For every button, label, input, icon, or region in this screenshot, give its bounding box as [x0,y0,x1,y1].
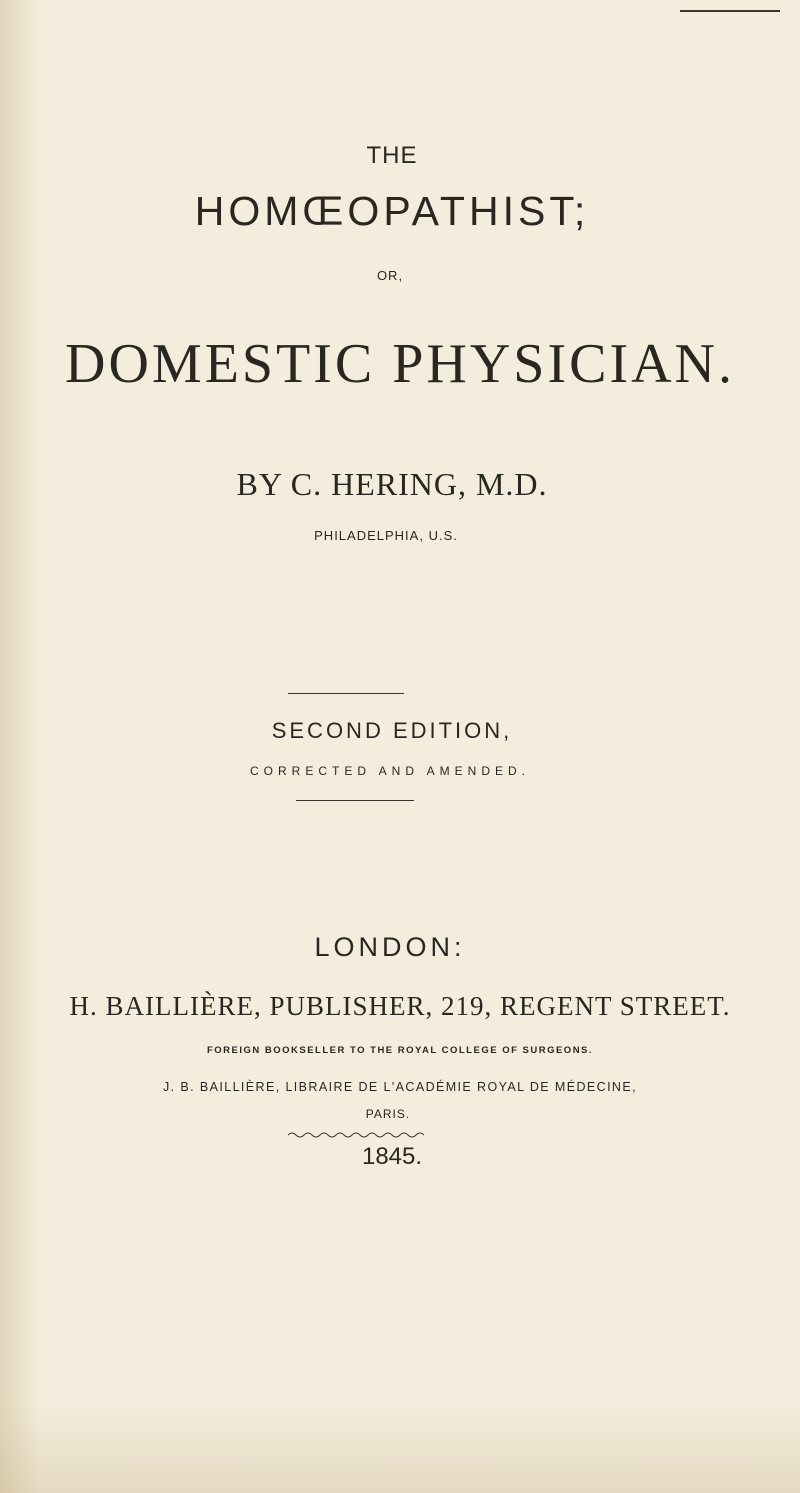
edition-note: CORRECTED AND AMENDED. [249,764,531,778]
scan-edge-mark [680,10,780,12]
co-publisher-line: J. B. BAILLIÈRE, LIBRAIRE DE L'ACADÉMIE ROYAL DE MÉDECINE, [163,1080,637,1094]
title-the: THE [366,142,418,169]
main-title: HOMŒOPATHIST; [194,188,590,234]
imprint-city: LONDON: [314,932,466,962]
divider-rule [288,693,404,694]
publication-year: 1845. [361,1143,423,1170]
title-or: OR, [376,268,404,283]
edition-line: SECOND EDITION, [271,718,513,743]
publisher-line: H. BAILLIÈRE, PUBLISHER, 219, REGENT STREET. [69,991,731,1021]
author-line: BY C. HERING, M.D. [236,466,548,502]
author-location: PHILADELPHIA, U.S. [314,528,458,543]
co-publisher-city: PARIS. [365,1107,411,1121]
subtitle: DOMESTIC PHYSICIAN. [65,333,735,395]
wavy-ornament [288,1130,424,1140]
publisher-note: FOREIGN BOOKSELLER TO THE ROYAL COLLEGE OF SURGEONS. [206,1045,594,1056]
divider-rule [296,800,414,801]
